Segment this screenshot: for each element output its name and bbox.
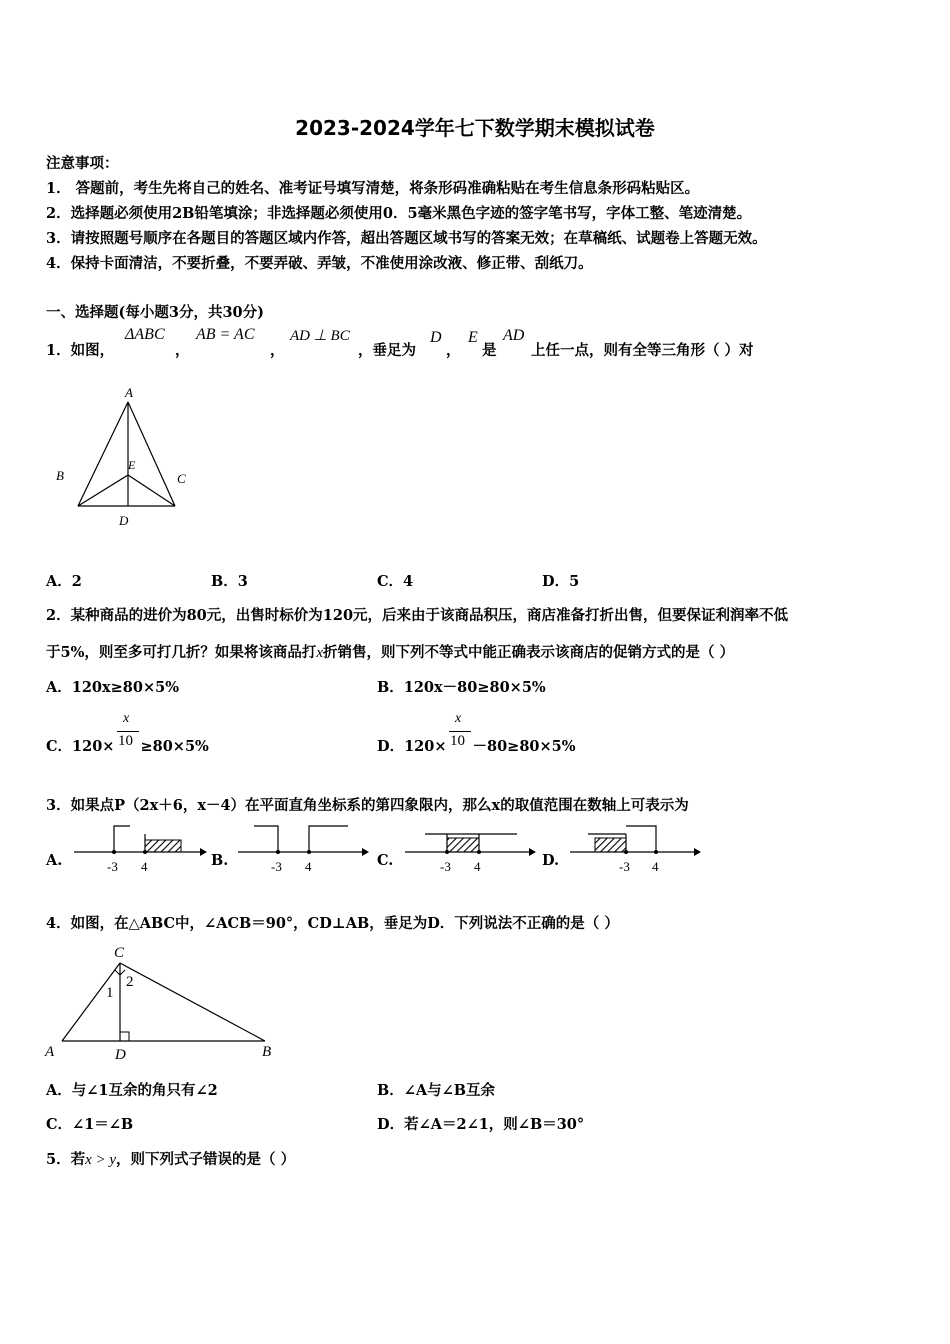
label-d: D bbox=[115, 1047, 126, 1063]
q1-math-ad: AD bbox=[503, 327, 525, 344]
q4-option-a[interactable]: A．与∠1互余的角只有∠2 bbox=[46, 1082, 218, 1099]
q2-c-frac-bar bbox=[117, 731, 139, 732]
q3-option-b-label[interactable]: B. bbox=[211, 852, 229, 869]
q4-option-d[interactable]: D．若∠A＝2∠1，则∠B＝30° bbox=[377, 1116, 585, 1133]
q2-option-a[interactable]: A．120x≥80×5% bbox=[46, 679, 180, 696]
label-a: A bbox=[125, 385, 133, 400]
svg-text:-3: -3 bbox=[619, 859, 630, 874]
q1-sep: ， bbox=[446, 342, 461, 359]
side-ac bbox=[62, 963, 120, 1041]
notice-item: 3．请按照题号顺序在各题目的答题区域内作答，超出答题区域书写的答案无效；在草稿纸、试题卷上答题无效。 bbox=[46, 230, 767, 247]
q3-numberline-c[interactable] bbox=[403, 820, 538, 880]
q2-option-b[interactable]: B．120x－80≥80×5% bbox=[377, 679, 546, 696]
q2-d-frac-den: 10 bbox=[450, 733, 465, 749]
notice-item: 4．保持卡面清洁，不要折叠，不要弄破、弄皱，不准使用涂改液、修正带、刮纸刀。 bbox=[46, 255, 593, 272]
label-c: C bbox=[177, 471, 186, 486]
label-b: B bbox=[262, 1044, 272, 1060]
q1-option-b[interactable]: B．3 bbox=[211, 573, 248, 590]
notice-item: 2．选择题必须使用2B铅笔填涂；非选择题必须使用0．5毫米黑色字迹的签字笔书写，字体工整、笔迹清楚。 bbox=[46, 205, 752, 222]
q3-stem: 3．如果点P（2x＋6，x－4）在平面直角坐标系的第四象限内，那么x的取值范围在数轴上可表示为 bbox=[46, 797, 689, 814]
notice-item: 1． 答题前，考生先将自己的姓名、准考证号填写清楚，将条形码准确粘贴在考生信息条形码粘贴区。 bbox=[46, 180, 700, 197]
q1-sep: 是 bbox=[482, 342, 497, 359]
side-cb bbox=[120, 963, 265, 1041]
q1-math-e: E bbox=[468, 329, 478, 346]
q4-stem: 4．如图，在△ABC中，∠ACB＝90°，CD⊥AB，垂足为D．下列说法不正确的是（ ） bbox=[46, 915, 619, 932]
angle-2-label: 2 bbox=[126, 974, 134, 990]
q1-sep: ， bbox=[175, 342, 190, 359]
q5-stem: 5．若x > y，则下列式子错误的是（ ） bbox=[46, 1151, 296, 1168]
q3-option-a-label[interactable]: A. bbox=[46, 852, 63, 869]
q2-stem-line1: 2．某种商品的进价为80元，出售时标价为120元，后来由于该商品积压，商店准备打折出售，但要保证利润率不低 bbox=[46, 607, 789, 624]
q2-c-frac-num: x bbox=[123, 711, 130, 726]
q4-option-c[interactable]: C．∠1＝∠B bbox=[46, 1116, 134, 1133]
q1-math-perp: AD ⊥ BC bbox=[290, 328, 350, 344]
label-e: E bbox=[128, 458, 136, 472]
q1-sep: ，垂足为 bbox=[358, 342, 416, 359]
label-a: A bbox=[45, 1044, 55, 1060]
svg-text:4: 4 bbox=[141, 859, 148, 874]
q1-prefix: 1．如图， bbox=[46, 342, 115, 359]
q1-option-c[interactable]: C．4 bbox=[377, 573, 414, 590]
q4-right-triangle-figure bbox=[44, 940, 284, 1065]
q3-numberline-a[interactable] bbox=[72, 820, 207, 880]
svg-text:4: 4 bbox=[474, 859, 481, 874]
q3-option-d-label[interactable]: D. bbox=[542, 852, 560, 869]
svg-text:4: 4 bbox=[305, 859, 312, 874]
notice-heading: 注意事项： bbox=[46, 155, 119, 172]
angle-1-label: 1 bbox=[106, 985, 114, 1001]
section-heading: 一、选择题(每小题3分，共30分) bbox=[46, 304, 264, 321]
q1-math-triangle: ΔABC bbox=[125, 326, 165, 343]
q1-triangle-figure bbox=[50, 380, 200, 530]
q1-option-d[interactable]: D．5 bbox=[542, 573, 580, 590]
q2-d-frac-bar bbox=[449, 731, 471, 732]
q2-d-frac-num: x bbox=[455, 711, 462, 726]
q2-c-frac-den: 10 bbox=[118, 733, 133, 749]
svg-text:-3: -3 bbox=[271, 859, 282, 874]
svg-text:-3: -3 bbox=[440, 859, 451, 874]
q3-numberline-d[interactable] bbox=[568, 820, 703, 880]
q3-numberline-b[interactable] bbox=[236, 820, 371, 880]
q2-stem-line2: 于5%，则至多可打几折？如果将该商品打x折销售，则下列不等式中能正确表示该商店的促销方式的是（ ） bbox=[46, 644, 735, 661]
page-title: 2023-2024学年七下数学期末模拟试卷 bbox=[295, 116, 655, 140]
q3-option-c-label[interactable]: C. bbox=[377, 852, 394, 869]
label-c: C bbox=[114, 945, 125, 961]
svg-text:4: 4 bbox=[652, 859, 659, 874]
q2-option-c[interactable]: C．120× ≥80×5% bbox=[46, 738, 209, 755]
label-d: D bbox=[119, 513, 129, 528]
q2-option-d[interactable]: D．120× －80≥80×5% bbox=[377, 738, 576, 755]
label-b: B bbox=[56, 468, 64, 483]
q4-option-b[interactable]: B．∠A与∠B互余 bbox=[377, 1082, 496, 1099]
q1-option-a[interactable]: A．2 bbox=[46, 573, 82, 590]
q1-suffix: 上任一点，则有全等三角形（ ）对 bbox=[531, 342, 754, 359]
q1-sep: ， bbox=[270, 342, 285, 359]
q1-math-d: D bbox=[430, 329, 442, 346]
q1-math-equal: AB = AC bbox=[196, 326, 255, 343]
svg-text:-3: -3 bbox=[107, 859, 118, 874]
